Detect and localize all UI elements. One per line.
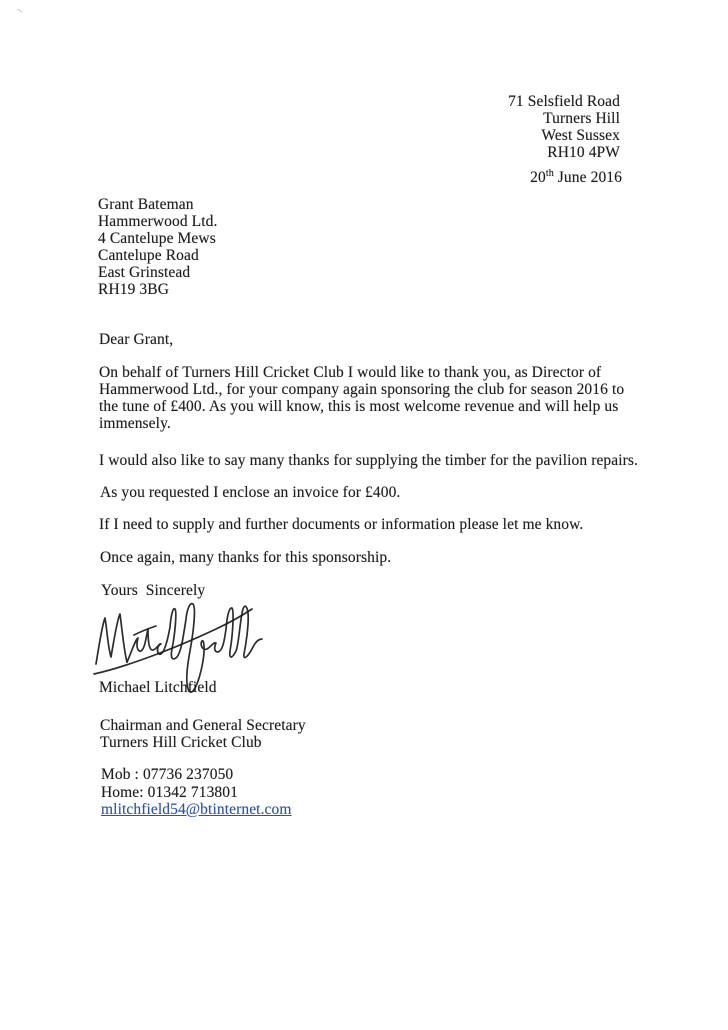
date-day: 20 bbox=[530, 169, 546, 186]
signatory-typed-name: Michael Litchfield bbox=[99, 679, 217, 696]
sender-address-line: West Sussex bbox=[541, 127, 620, 144]
mobile-phone-line: Mob : 07736 237050 bbox=[101, 766, 234, 783]
closing-valediction: Yours Sincerely bbox=[101, 582, 206, 599]
date-ordinal: th bbox=[545, 167, 554, 179]
home-phone-line: Home: 01342 713801 bbox=[101, 783, 238, 801]
recipient-address-line: RH19 3BG bbox=[98, 281, 169, 298]
signatory-title-line: Turners Hill Cricket Club bbox=[100, 734, 262, 751]
salutation: Dear Grant, bbox=[99, 331, 174, 348]
date-rest: June 2016 bbox=[553, 169, 622, 186]
paragraph-line: If I need to supply and further documents or information please let me know. bbox=[99, 516, 584, 533]
recipient-address-line: Hammerwood Ltd. bbox=[98, 213, 218, 230]
sender-address-line: Turners Hill bbox=[543, 110, 620, 127]
recipient-address-line: 4 Cantelupe Mews bbox=[98, 230, 216, 247]
paragraph-line: On behalf of Turners Hill Cricket Club I would like to thank you, as Director of bbox=[99, 364, 602, 381]
paragraph-line: As you requested I enclose an invoice for £400. bbox=[100, 484, 401, 501]
recipient-address-line: Grant Bateman bbox=[98, 196, 194, 213]
recipient-address-line: Cantelupe Road bbox=[98, 247, 199, 264]
body-paragraph bbox=[99, 452, 638, 469]
paragraph-line: immensely. bbox=[99, 415, 171, 432]
letter-date bbox=[530, 169, 622, 186]
paragraph-line: Hammerwood Ltd., for your company again sponsoring the club for season 2016 to bbox=[99, 381, 625, 398]
recipient-address bbox=[98, 196, 217, 298]
sender-address-line: 71 Selsfield Road bbox=[508, 93, 620, 110]
body-paragraph bbox=[100, 549, 391, 566]
sender-address bbox=[508, 93, 620, 161]
email-link[interactable]: mlitchfield54@btinternet.com bbox=[101, 801, 292, 818]
contact-details bbox=[101, 766, 292, 819]
signatory-title-line: Chairman and General Secretary bbox=[100, 717, 306, 734]
recipient-address-line: East Grinstead bbox=[98, 264, 191, 281]
body-paragraph bbox=[99, 516, 583, 533]
body-paragraph bbox=[100, 484, 400, 501]
paragraph-line: the tune of £400. As you will know, this is most welcome revenue and will help us bbox=[99, 398, 619, 415]
sender-address-line: RH10 4PW bbox=[547, 144, 620, 161]
paragraph-line: Once again, many thanks for this sponsorship. bbox=[100, 549, 392, 566]
signatory-titles bbox=[100, 717, 306, 751]
body-paragraph bbox=[99, 364, 624, 432]
paragraph-line: I would also like to say many thanks for supplying the timber for the pavilion repairs. bbox=[99, 452, 639, 469]
scan-artifact-speck bbox=[13, 7, 24, 17]
